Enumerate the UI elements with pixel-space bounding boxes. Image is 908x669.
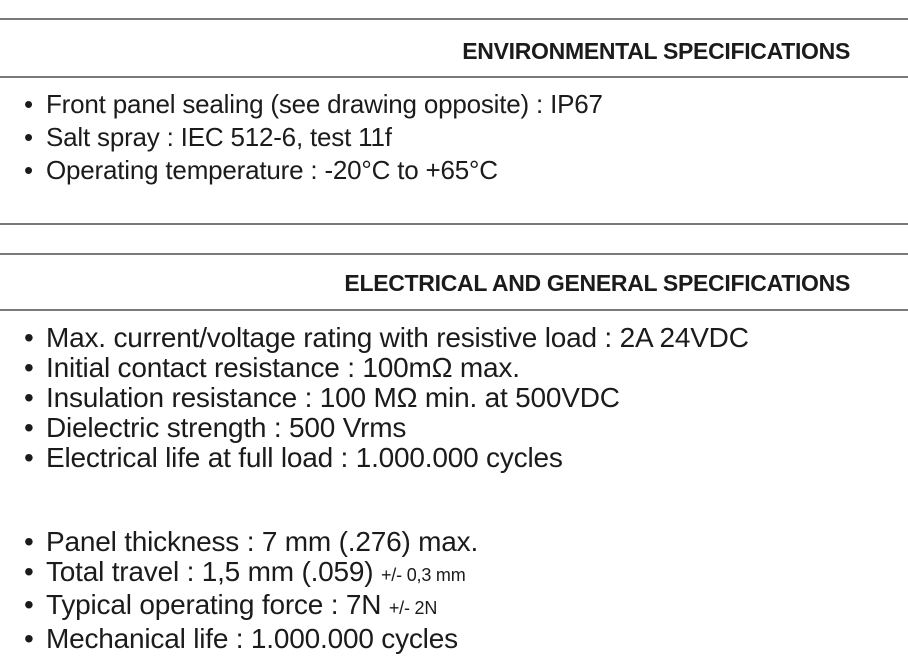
mechanical-spec-list <box>24 527 478 653</box>
spec-text: Panel thickness : 7 mm (.276) max. <box>46 526 479 557</box>
bullet-icon: • <box>24 412 34 443</box>
electrical-spec-list <box>24 323 749 473</box>
spec-item <box>24 383 749 413</box>
spec-item <box>24 527 478 557</box>
spec-item <box>24 590 478 624</box>
spec-item <box>24 624 478 654</box>
bullet-icon: • <box>24 155 33 185</box>
bullet-icon: • <box>24 555 34 587</box>
spec-text: Insulation resistance : 100 MΩ min. at 500VDC <box>46 382 620 413</box>
spec-item <box>24 443 749 473</box>
spec-tolerance: +/- 0,3 mm <box>381 564 466 585</box>
spec-text: Salt spray : IEC 512-6, test 11f <box>46 122 392 152</box>
spec-text: Typical operating force : 7N <box>46 589 382 620</box>
spec-tolerance: +/- 2N <box>388 598 438 618</box>
spec-text: Electrical life at full load : 1.000.000 cycles <box>46 442 563 473</box>
spec-item <box>24 557 478 591</box>
spec-text: Operating temperature : -20°C to +65°C <box>46 155 498 185</box>
spec-text: Initial contact resistance : 100mΩ max. <box>46 352 520 383</box>
spec-item <box>24 353 749 383</box>
spec-text: Max. current/voltage rating with resistive load : 2A 24VDC <box>46 322 749 353</box>
environmental-heading: ENVIRONMENTAL SPECIFICATIONS <box>462 38 850 64</box>
bullet-icon: • <box>24 322 34 353</box>
bullet-icon: • <box>24 589 34 620</box>
spec-item <box>24 154 603 187</box>
spec-text: Mechanical life : 1.000.000 cycles <box>46 622 458 654</box>
spec-text: Total travel : 1,5 mm (.059) <box>46 555 374 587</box>
top-divider <box>0 18 908 20</box>
environmental-spec-list <box>24 88 603 187</box>
spec-item <box>24 88 603 121</box>
bullet-icon: • <box>24 122 33 152</box>
electrical-heading-divider <box>0 309 908 311</box>
spec-item <box>24 413 749 443</box>
bullet-icon: • <box>24 382 34 413</box>
spec-text: Dielectric strength : 500 Vrms <box>46 412 407 443</box>
spec-item <box>24 323 749 353</box>
bullet-icon: • <box>24 89 33 119</box>
electrical-heading: ELECTRICAL AND GENERAL SPECIFICATIONS <box>344 270 850 296</box>
bullet-icon: • <box>24 526 34 557</box>
bullet-icon: • <box>24 442 34 473</box>
environmental-heading-divider <box>0 76 908 78</box>
section-divider <box>0 253 908 255</box>
spec-item <box>24 121 603 154</box>
spec-text: Front panel sealing (see drawing opposite) : IP67 <box>46 89 603 119</box>
section-divider <box>0 223 908 225</box>
bullet-icon: • <box>24 352 34 383</box>
bullet-icon: • <box>24 622 34 654</box>
